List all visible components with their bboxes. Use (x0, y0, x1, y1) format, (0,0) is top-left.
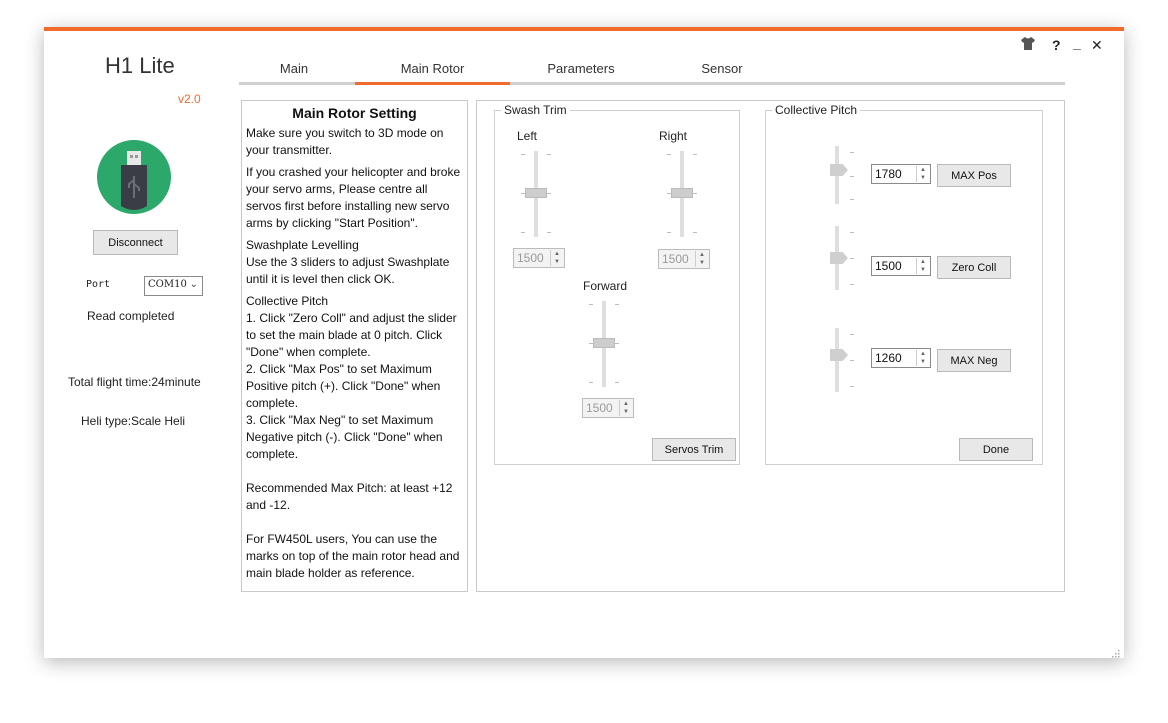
active-tab-indicator (355, 82, 510, 85)
swash-trim-group (494, 103, 740, 465)
up-arrow-icon[interactable]: ▲ (699, 252, 705, 258)
zero-coll-button[interactable]: Zero Coll (937, 256, 1011, 279)
right-label: Right (659, 129, 688, 143)
up-arrow-icon[interactable]: ▲ (920, 167, 926, 173)
tab-main[interactable]: Main (279, 61, 309, 76)
left-label: Left (517, 129, 538, 143)
minimize-icon[interactable]: _ (1073, 35, 1081, 51)
max-pos-value: 1780 (875, 167, 902, 181)
resize-grip-icon[interactable] (1110, 645, 1120, 655)
info-subheading: Swashplate Levelling (246, 238, 359, 252)
max-neg-value: 1260 (875, 351, 902, 365)
up-arrow-icon[interactable]: ▲ (554, 251, 560, 257)
info-text: If you crashed your helicopter and broke your servo arms, Please centre all servos first before installing new servo arms by clicking "Start Position". (246, 165, 461, 230)
left-spinbox[interactable] (513, 248, 565, 268)
info-text: 3. Click "Max Neg" to set Maximum Negative pitch (-). Click "Done" when complete. (246, 413, 443, 461)
app-version: v2.0 (178, 92, 201, 106)
right-spinbox[interactable] (658, 249, 710, 269)
info-subheading: Collective Pitch (246, 294, 329, 308)
max-pos-slider[interactable] (828, 146, 854, 206)
slider-thumb[interactable] (525, 188, 547, 198)
left-value: 1500 (517, 251, 544, 265)
max-neg-slider[interactable] (828, 328, 854, 394)
tab-main-rotor[interactable]: Main Rotor (400, 61, 465, 76)
up-arrow-icon[interactable]: ▲ (623, 401, 629, 407)
done-button[interactable]: Done (959, 438, 1033, 461)
down-arrow-icon[interactable]: ▼ (920, 267, 926, 273)
shirt-icon[interactable] (1021, 37, 1035, 53)
heli-type: Heli type:Scale Heli (81, 414, 186, 428)
max-pos-button[interactable]: MAX Pos (937, 164, 1011, 187)
down-arrow-icon[interactable]: ▼ (623, 409, 629, 415)
tab-parameters[interactable]: Parameters (547, 61, 615, 76)
app-title: H1 Lite (105, 53, 175, 78)
slider-thumb[interactable] (593, 338, 615, 348)
forward-spinbox[interactable] (582, 398, 634, 418)
forward-slider[interactable] (589, 301, 619, 391)
up-arrow-icon[interactable]: ▲ (920, 259, 926, 265)
down-arrow-icon[interactable]: ▼ (699, 260, 705, 266)
servos-trim-button[interactable]: Servos Trim (652, 438, 736, 461)
status-text: Read completed (87, 309, 175, 323)
port-label: Port (86, 279, 111, 290)
down-arrow-icon[interactable]: ▼ (920, 175, 926, 181)
usb-icon (97, 140, 171, 214)
disconnect-button[interactable]: Disconnect (93, 230, 178, 255)
collective-pitch-group (765, 103, 1043, 465)
accent-bar (44, 27, 1124, 31)
info-panel (241, 100, 468, 592)
max-neg-spinbox[interactable] (871, 348, 931, 368)
zero-coll-slider[interactable] (828, 226, 854, 292)
help-icon[interactable]: ? (1052, 37, 1061, 53)
info-text: 2. Click "Max Pos" to set Maximum Positive pitch (+). Click "Done" when complete. (246, 362, 441, 410)
info-text: Use the 3 sliders to adjust Swashplate until it is level then click OK. (246, 255, 450, 286)
info-text: Make sure you switch to 3D mode on your transmitter. (246, 126, 444, 157)
right-slider[interactable] (667, 151, 697, 241)
info-text: For FW450L users, You can use the marks on top of the main rotor head and main blade holder as reference. (246, 532, 460, 580)
app-window (44, 27, 1124, 658)
info-text: 1. Click "Zero Coll" and adjust the slider to set the main blade at 0 pitch. Click "Done" when complete. (246, 311, 457, 359)
flight-time: Total flight time:24minute (68, 375, 201, 389)
info-text: Recommended Max Pitch: at least +12 and -12. (246, 481, 453, 512)
port-value: COM10 (148, 279, 187, 290)
forward-label: Forward (583, 279, 628, 293)
max-pos-spinbox[interactable] (871, 164, 931, 184)
slider-thumb[interactable] (671, 188, 693, 198)
slider-thumb[interactable] (830, 252, 848, 264)
swash-trim-title: Swash Trim (501, 103, 570, 117)
forward-value: 1500 (586, 401, 613, 415)
close-icon[interactable]: ✕ (1091, 37, 1103, 53)
zero-coll-spinbox[interactable] (871, 256, 931, 276)
down-arrow-icon[interactable]: ▼ (920, 359, 926, 365)
slider-thumb[interactable] (830, 349, 848, 361)
zero-coll-value: 1500 (875, 259, 902, 273)
chevron-down-icon: ⌄ (189, 279, 198, 290)
info-heading: Main Rotor Setting (292, 105, 417, 121)
collective-pitch-title: Collective Pitch (772, 103, 860, 117)
port-select[interactable] (144, 276, 203, 296)
up-arrow-icon[interactable]: ▲ (920, 351, 926, 357)
down-arrow-icon[interactable]: ▼ (554, 259, 560, 265)
left-slider[interactable] (521, 151, 551, 241)
right-value: 1500 (662, 252, 689, 266)
max-neg-button[interactable]: MAX Neg (937, 349, 1011, 372)
slider-thumb[interactable] (830, 164, 848, 176)
tab-sensor[interactable]: Sensor (701, 61, 743, 76)
